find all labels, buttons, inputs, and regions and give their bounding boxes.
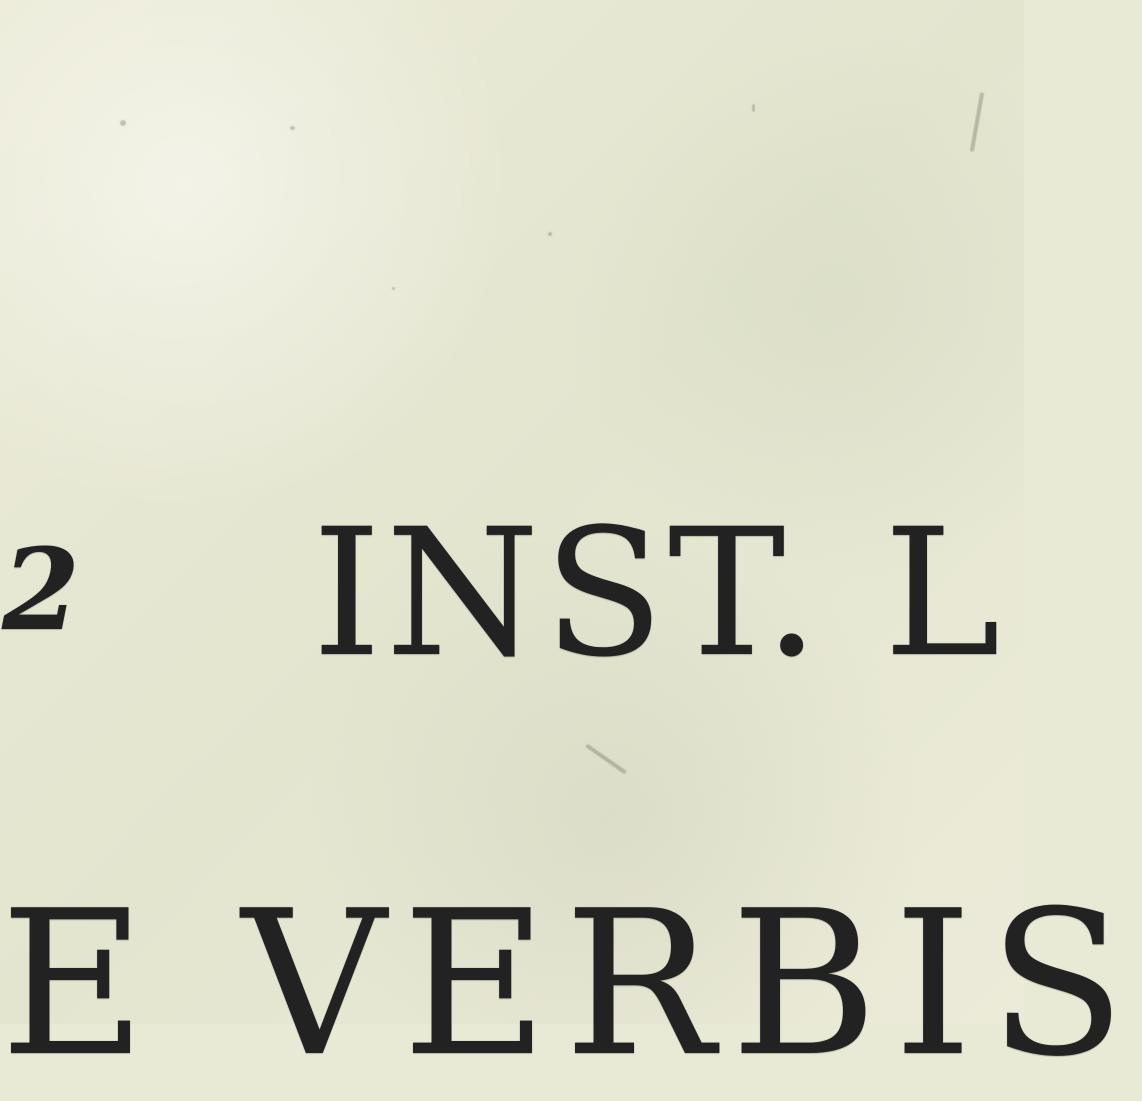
paper-speck <box>290 126 295 130</box>
paper-speck <box>392 287 395 290</box>
paper-speck <box>585 744 627 775</box>
running-head: INST. L <box>312 491 1005 696</box>
paper-speck <box>752 104 755 112</box>
page-number: 2 <box>2 525 80 656</box>
title-line: E VERBIS <box>0 868 1142 1101</box>
paper-speck <box>548 232 552 236</box>
paper-speck <box>120 120 126 126</box>
paper-speck <box>970 92 984 152</box>
